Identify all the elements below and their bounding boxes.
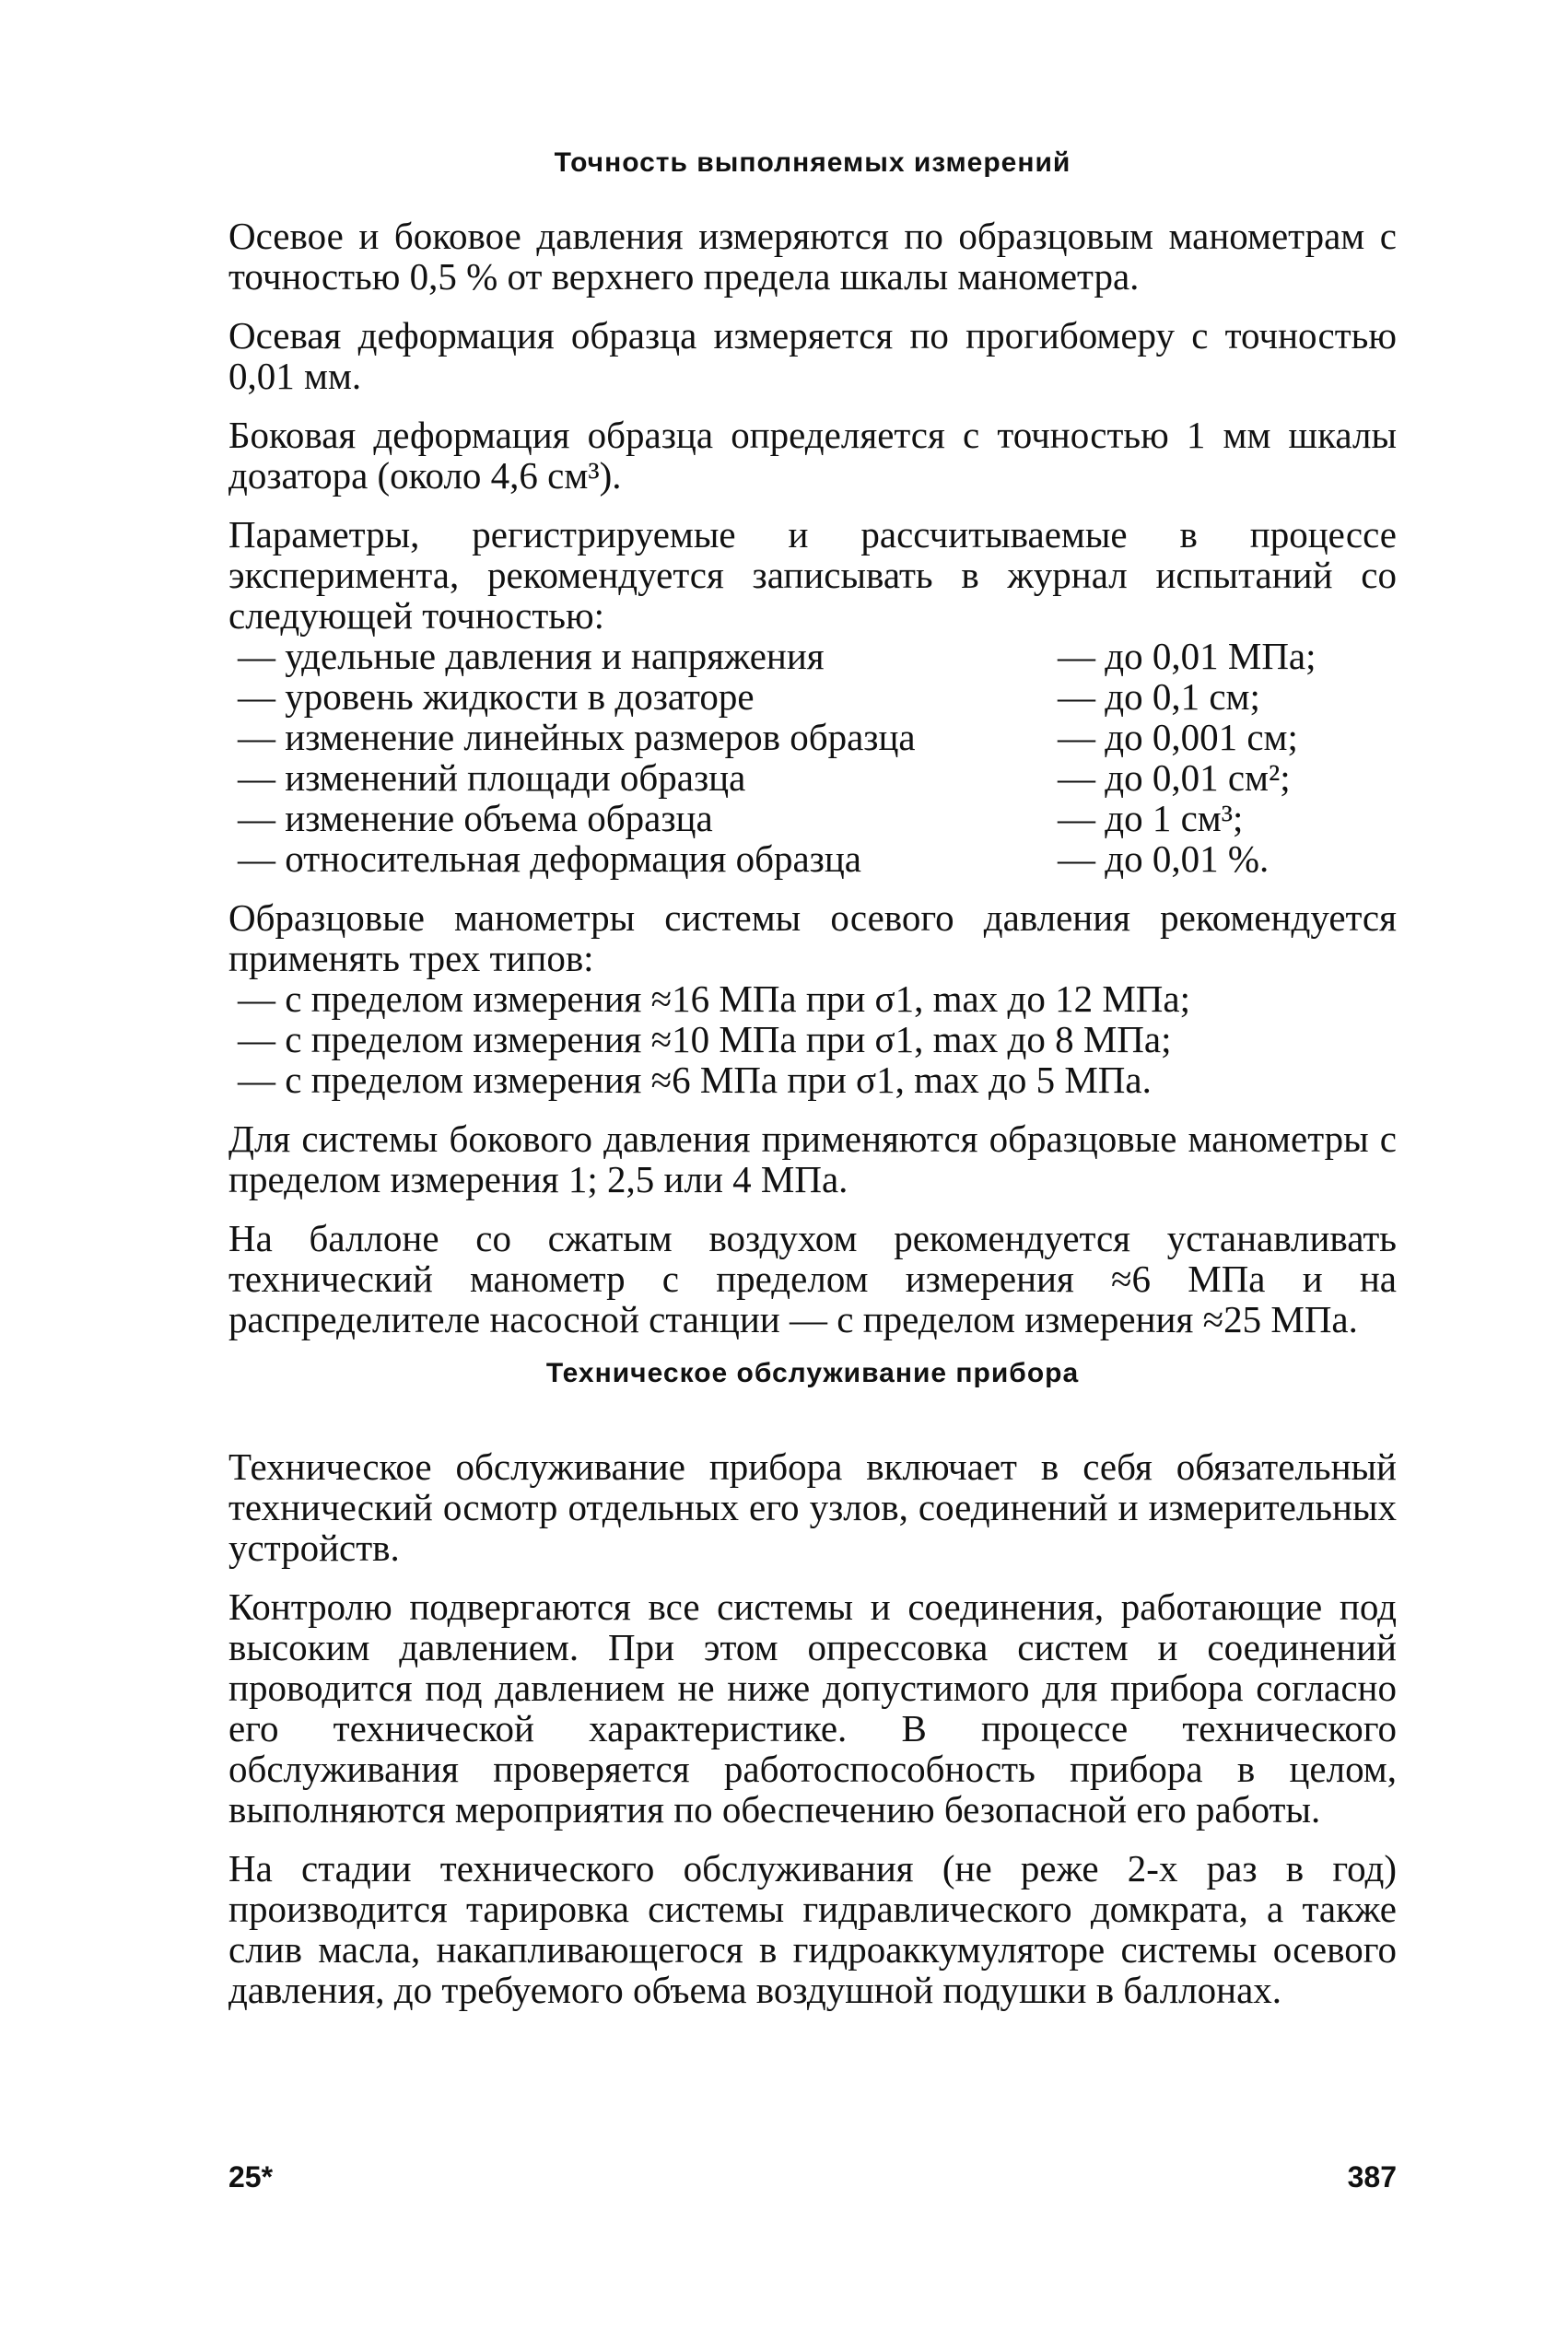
- precision-param: — изменение линейных размеров образца: [238, 716, 916, 758]
- page-footer: [228, 2160, 1397, 2194]
- list-item: [228, 838, 1397, 879]
- precision-param: — удельные давления и напряжения: [238, 635, 825, 677]
- document-page: [228, 138, 1397, 2257]
- list-item: [228, 676, 1397, 717]
- list-item: [228, 717, 1397, 757]
- paragraph: Контролю подвергаются все системы и соединения, работающие под высоким давлением. При этом опрессовка систем и соединений проводится под давлением не ниже допустимого для прибора согласно его технической характеристике. В процессе технического обслуживания проверяется работоспособность прибора в целом, выполняются мероприятия по обеспечению безопасной его работы.: [228, 1585, 1397, 1831]
- precision-param: — относительная деформация образца: [238, 837, 862, 880]
- precision-param: — изменение объема образца: [238, 797, 713, 839]
- section-heading-maintenance: Техническое обслуживание прибора: [545, 1358, 1080, 1388]
- paragraph: На стадии технического обслуживания (не реже 2-х раз в год) производится тарировка системы гидравлического домкрата, а также слив масла, накапливающегося в гидроаккумуляторе системы осевого давления, до требуемого объема воздушной подушки в баллонах.: [228, 1847, 1397, 2011]
- precision-value: — до 1 см³;: [1058, 797, 1244, 839]
- paragraph: Осевое и боковое давления измеряются по образцовым манометрам с точностью 0,5 % от верхнего предела шкалы манометра.: [228, 215, 1397, 298]
- precision-param: — изменений площади образца: [238, 756, 746, 799]
- paragraph: Параметры, регистрируемые и рассчитываемые в процессе эксперимента, рекомендуется записывать в журнал испытаний со следующей точностью:: [228, 513, 1397, 637]
- page-number: 387: [1347, 2160, 1397, 2194]
- paragraph: Осевая деформация образца измеряется по прогибомеру с точностью 0,01 мм.: [228, 314, 1397, 397]
- section-heading-accuracy: Точность выполняемых измерений: [554, 147, 1071, 178]
- precision-value: — до 0,1 см;: [1058, 675, 1260, 718]
- signature-mark: 25*: [228, 2160, 274, 2194]
- precision-param: — уровень жидкости в дозаторе: [238, 675, 755, 718]
- paragraph: Боковая деформация образца определяется с точностью 1 мм шкалы дозатора (около 4,6 см³).: [228, 414, 1397, 497]
- paragraph: Техническое обслуживание прибора включает в себя обязательный технический осмотр отдельных его узлов, соединений и измерительных устройств.: [228, 1445, 1397, 1569]
- manometer-types-list: [228, 978, 1397, 1100]
- precision-value: — до 0,001 см;: [1058, 716, 1298, 758]
- precision-value: — до 0,01 см²;: [1058, 756, 1291, 799]
- list-item: [228, 636, 1397, 676]
- paragraph: На баллоне со сжатым воздухом рекомендуется устанавливать технический манометр с пределом измерения ≈6 МПа и на распределителе насосной станции — с пределом измерения ≈25 МПа.: [228, 1217, 1397, 1340]
- list-item: [228, 757, 1397, 798]
- precision-list: [228, 636, 1397, 879]
- list-item: [228, 798, 1397, 838]
- precision-value: — до 0,01 МПа;: [1058, 635, 1316, 677]
- list-item: — с пределом измерения ≈16 МПа при σ1, max до 12 МПа;: [238, 977, 1190, 1020]
- list-item: — с пределом измерения ≈10 МПа при σ1, max до 8 МПа;: [238, 1018, 1172, 1060]
- list-item: — с пределом измерения ≈6 МПа при σ1, max до 5 МПа.: [238, 1059, 1152, 1101]
- paragraph: Для системы бокового давления применяются образцовые манометры с пределом измерения 1; 2,5 или 4 МПа.: [228, 1117, 1397, 1200]
- precision-value: — до 0,01 %.: [1058, 837, 1270, 880]
- paragraph: Образцовые манометры системы осевого давления рекомендуется применять трех типов:: [228, 896, 1397, 979]
